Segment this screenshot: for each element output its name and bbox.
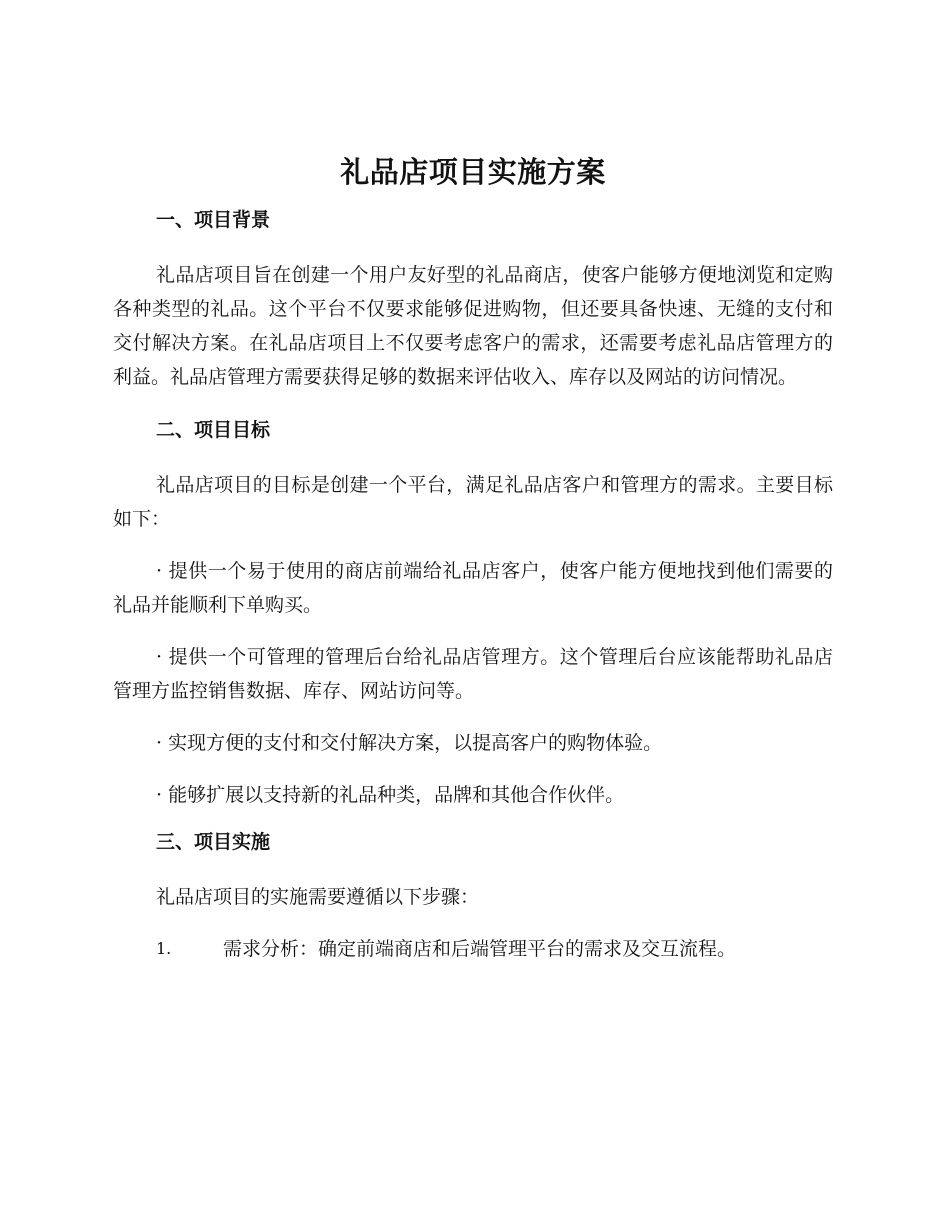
goal-bullet-item: · 能够扩展以支持新的礼品种类，品牌和其他合作伙伴。 xyxy=(156,784,625,806)
section-heading-background: 一、项目背景 xyxy=(156,209,271,231)
implementation-intro-paragraph: 礼品店项目的实施需要遵循以下步骤： xyxy=(156,886,480,908)
section-heading-implementation: 三、项目实施 xyxy=(156,831,271,853)
step-number: 1. xyxy=(156,939,172,958)
goal-bullet-item: · 实现方便的支付和交付解决方案，以提高客户的购物体验。 xyxy=(156,732,663,754)
goal-bullet-item: · 提供一个可管理的管理后台给礼品店管理方。这个管理后台应该能帮助礼品店管理方监控销售数据、库存、网站访问等。 xyxy=(113,646,833,702)
document-title: 礼品店项目实施方案 xyxy=(340,155,606,189)
background-paragraph: 礼品店项目旨在创建一个用户友好型的礼品商店，使客户能够方便地浏览和定购各种类型的礼品。这个平台不仅要求能够促进购物，但还要具备快速、无缝的支付和交付解决方案。在礼品店项目上不仅要考虑客户的需求，还需要考虑礼品店管理方的利益。礼品店管理方需要获得足够的数据来评估收入、库存以及网站的访问情况。 xyxy=(113,264,833,388)
section-heading-goals: 二、项目目标 xyxy=(156,419,271,441)
goals-intro-paragraph: 礼品店项目的目标是创建一个平台，满足礼品店客户和管理方的需求。主要目标如下： xyxy=(113,474,833,530)
implementation-step-item xyxy=(113,932,833,966)
document-page xyxy=(113,150,833,966)
goal-bullet-item: · 提供一个易于使用的商店前端给礼品店客户，使客户能方便地找到他们需要的礼品并能顺利下单购买。 xyxy=(113,560,833,616)
step-text: 需求分析：确定前端商店和后端管理平台的需求及交互流程。 xyxy=(223,938,737,960)
